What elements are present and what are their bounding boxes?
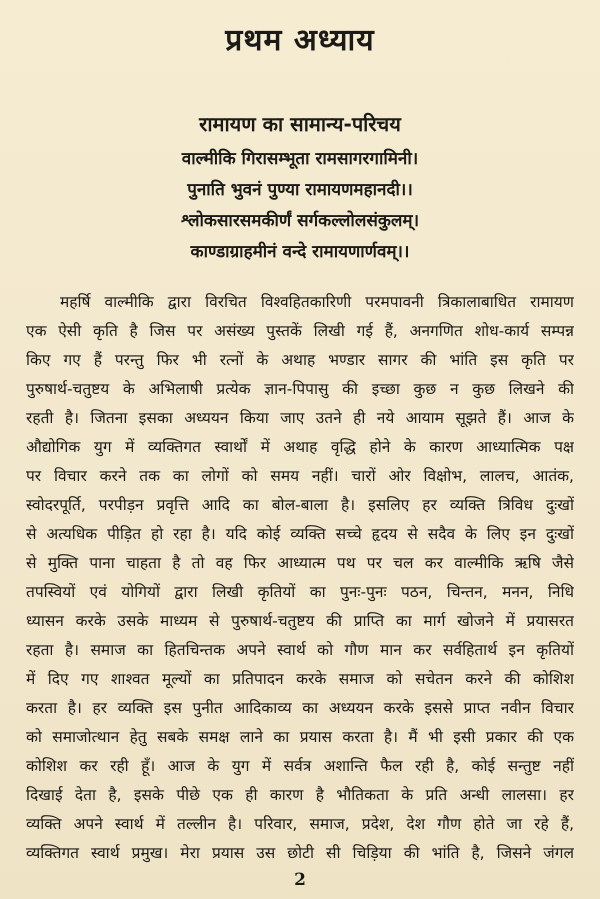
body-line: दिखाई देता है, इसके पीछे एक ही कारण है भौतिकता के प्रति अन्धी लालसा। हर	[26, 786, 574, 804]
body-line: पर विचार करने तक का लोगों को समय नहीं। चारों ओर विक्षोभ, लालच, आतंक,	[26, 467, 574, 485]
verse-line: पुनाति भुवनं पुण्या रामायणमहानदी।।	[187, 180, 413, 200]
body-line: किए गए हैं परन्तु फिर भी रत्नों के अथाह भण्डार सागर की भांति इस कृति पर	[26, 351, 574, 369]
body-line: रहता है। समाज का हितचिन्तक अपने स्वार्थ को गौण मान कर सर्वहितार्थ इन कृतियों	[26, 641, 574, 659]
body-line: पुरुषार्थ-चतुष्टय के अभिलाषी प्रत्येक ज्ञान-पिपासु की इच्छा कुछ न कुछ लिखने की	[26, 380, 574, 398]
body-line: में दिए गए शाश्वत मूल्यों का प्रतिपादन करके समाज को सचेतन करने की कोशिश	[26, 670, 574, 688]
body-line: को समाजोत्थान हेतु सबके समक्ष लाने का प्रयास करता है। मैं भी इसी प्रकार की एक	[26, 728, 574, 746]
body-line: एक ऐसी कृति है जिस पर असंख्य पुस्तकें लिखी गई हैं, अनगणित शोध-कार्य सम्पन्न	[26, 322, 574, 340]
body-paragraph	[26, 288, 574, 868]
verse-line: वाल्मीकि गिरासम्भूता रामसागरगामिनी।	[181, 149, 419, 169]
body-line: रहती है। जितना इसका अध्ययन किया जाए उतने ही नये आयाम सूझते हैं। आज के	[26, 409, 574, 427]
body-line: कोशिश कर रही हूँ। आज के युग में सर्वत्र अशान्ति फैल रही है, कोई सन्तुष्ट नहीं	[26, 757, 574, 775]
body-line: महर्षि वाल्मीकि द्वारा विरचित विश्वहितकारिणी परमपावनी त्रिकालाबाधित रामायण	[60, 293, 574, 311]
body-line: स्वोदरपूर्ति, परपीड़न प्रवृत्ति आदि का बोल-बाला है। इसलिए हर व्यक्ति त्रिविध दुःखों	[26, 496, 574, 514]
page-number: 2	[294, 870, 306, 890]
body-line: ध्यासन करके उसके माध्यम से पुरुषार्थ-चतुष्टय की प्राप्ति का मार्ग खोजने में प्रयासरत	[26, 612, 574, 630]
verse-line: श्लोकसारसमकीर्णं सर्गकल्लोलसंकुलम्।	[180, 211, 420, 231]
body-line: व्यक्ति अपने स्वार्थ में तल्लीन है। परिवार, समाज, प्रदेश, देश गौण होते जा रहे हैं,	[26, 815, 574, 833]
chapter-title: प्रथम अध्याय	[225, 23, 375, 58]
verse-line: काण्डाग्राहमीनं वन्दे रामायणार्णवम्।।	[190, 242, 410, 262]
body-line: औद्योगिक युग में व्यक्तिगत स्वार्थों में अथाह वृद्धि होने के कारण आध्यात्मिक पक्ष	[26, 438, 574, 456]
body-line: से अत्यधिक पीड़ित हो रहा है। यदि कोई व्यक्ति सच्चे हृदय से सदैव के लिए इन दुःखों	[26, 525, 574, 543]
section-title: रामायण का सामान्य-परिचय	[199, 112, 401, 136]
sanskrit-verse-block	[0, 144, 600, 268]
body-line: से मुक्ति पाना चाहता है तो वह फिर आध्यात्म पथ पर चल कर वाल्मीकि ऋषि जैसे	[26, 554, 574, 572]
body-line: करता है। हर व्यक्ति इस पुनीत आदिकाव्य का अध्ययन करके इससे प्राप्त नवीन विचार	[26, 699, 574, 717]
body-line: तपस्वियों एवं योगियों द्वारा लिखी कृतियों का पुनः-पुनः पठन, चिन्तन, मनन, निधि	[26, 583, 574, 601]
body-line: व्यक्तिगत स्वार्थ प्रमुख। मेरा प्रयास उस छोटी सी चिड़िया की भांति है, जिसने जंगल	[26, 844, 574, 862]
